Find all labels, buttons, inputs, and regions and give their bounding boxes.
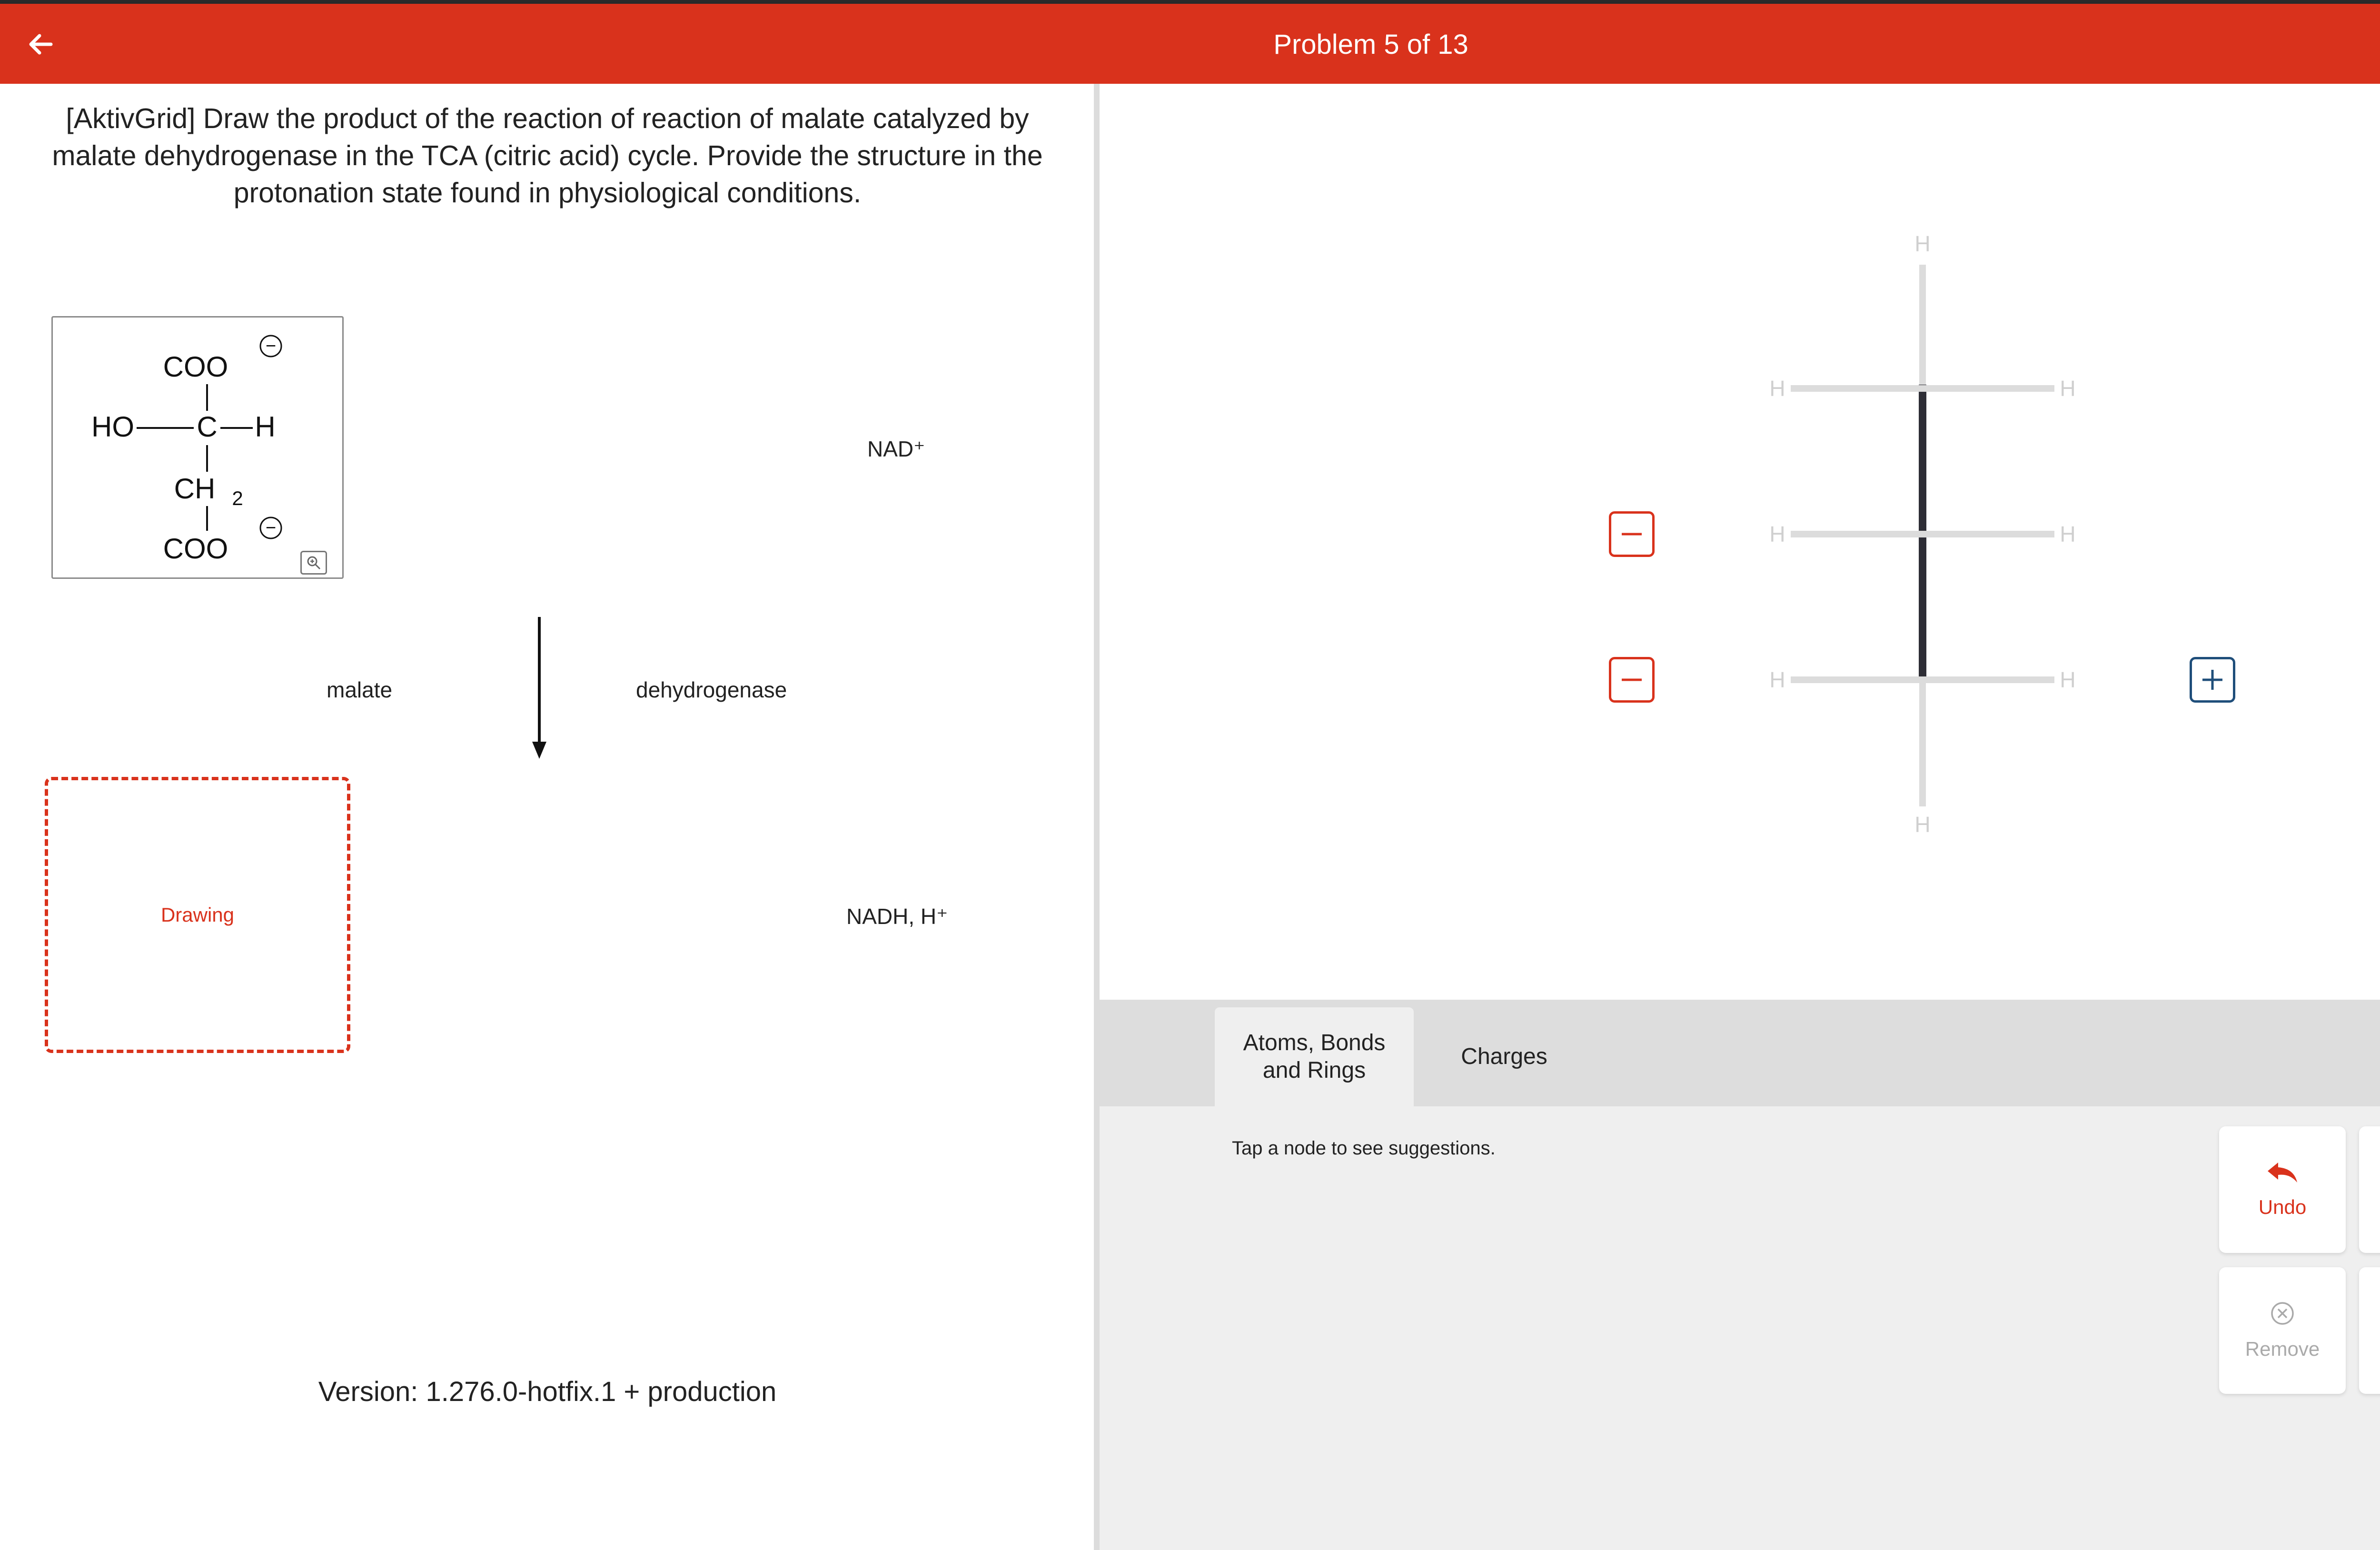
top-border [0, 0, 2380, 4]
atom-h-row1-right[interactable]: H [2060, 376, 2076, 401]
atom-h-row3-left[interactable]: H [1769, 667, 1785, 692]
header-bar [0, 4, 2380, 84]
enzyme-label-dehydrogenase: dehydrogenase [636, 677, 787, 702]
enzyme-label-malate: malate [327, 677, 393, 702]
product-drawing-box[interactable] [45, 777, 350, 1053]
atom-h-row1-left[interactable]: H [1769, 376, 1785, 401]
undo-icon [2266, 1161, 2299, 1184]
plus-icon [2201, 668, 2224, 692]
done-button[interactable] [2359, 1267, 2380, 1394]
remove-label: Remove [2245, 1338, 2320, 1360]
atom-h-row3-right[interactable]: H [2060, 667, 2076, 692]
minus-icon [1620, 677, 1644, 682]
pane-divider [1094, 84, 1100, 1550]
methylene-label: CH [174, 473, 216, 505]
problem-title: Problem 5 of 13 [1273, 29, 1468, 60]
remove-button[interactable] [2219, 1267, 2346, 1394]
drawing-box-label: Drawing [160, 904, 235, 926]
charge-bottom: − [265, 518, 277, 538]
version-text: Version: 1.276.0-hotfix.1 + production [318, 1376, 777, 1407]
atom-h-row2-left[interactable]: H [1769, 522, 1785, 546]
atom-h-top[interactable]: H [1914, 231, 1931, 256]
undo-label: Undo [2258, 1196, 2307, 1218]
positive-charge-button[interactable] [2190, 657, 2235, 703]
suggestion-hint: Tap a node to see suggestions. [1232, 1138, 1496, 1159]
charge-top: − [265, 336, 277, 356]
bottom-carboxylate-label: COO [163, 533, 228, 565]
tab-atoms-bonds-rings[interactable] [1215, 1007, 1414, 1106]
methylene-subscript: 2 [232, 487, 243, 509]
center-carbon-label: C [197, 411, 218, 443]
reagent-nad: NAD⁺ [867, 437, 925, 461]
magnify-icon[interactable] [300, 551, 327, 575]
magnifier-glyph [306, 555, 322, 571]
minus-icon [1620, 532, 1644, 537]
tool-panel [1100, 1000, 2380, 1550]
undo-button[interactable] [2219, 1126, 2346, 1253]
negative-charge-button-2[interactable] [1609, 657, 1655, 703]
reset-button[interactable] [2359, 1126, 2380, 1253]
hydroxyl-label: HO [91, 411, 134, 443]
reactant-structure[interactable] [51, 316, 344, 579]
atom-h-row2-right[interactable]: H [2060, 522, 2076, 546]
remove-circle-x-icon [2270, 1301, 2295, 1326]
tab-atoms-label-line1: Atoms, Bonds [1243, 1030, 1386, 1055]
atom-h-bottom[interactable]: H [1914, 812, 1931, 837]
tab-atoms-label-line2: and Rings [1262, 1058, 1366, 1083]
fischer-projection-scaffold [1100, 84, 2380, 1000]
reaction-arrow-icon [532, 617, 546, 760]
malate-structure-drawing [53, 318, 342, 577]
drawing-canvas[interactable] [1100, 84, 2380, 1000]
negative-charge-button-1[interactable] [1609, 511, 1655, 557]
reagent-nadh: NADH, H⁺ [846, 904, 948, 929]
hydrogen-label: H [255, 411, 276, 443]
top-carboxylate-label: COO [163, 351, 228, 383]
tab-charges[interactable]: Charges [1461, 1044, 1547, 1069]
question-text: [AktivGrid] Draw the product of the reaction of reaction of malate catalyzed by malate dehydrogenase in the TCA (citric acid) cycle. Provide the structure in the protonation state found in physiological conditions. [52, 103, 1043, 209]
